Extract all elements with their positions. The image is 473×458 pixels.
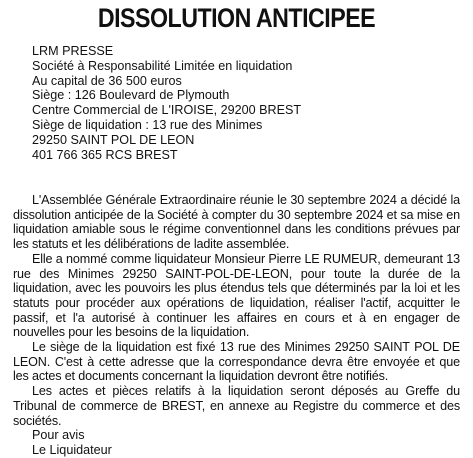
liquidation-office-city: 29250 SAINT POL DE LEON xyxy=(32,132,195,147)
paragraph-liquidation-office: Le siège de la liquidation est fixé 13 rue des Minimes 29250 SAINT POL DE LEON. C'est à cette adresse que la correspondance devra être envoyée et que les actes et documents concernant la liquidation devront être notifiés. xyxy=(13,340,460,384)
signer-text: Le Liquidateur xyxy=(32,442,112,457)
paragraph-filing: Les actes et pièces relatifs à la liquidation seront déposés au Greffe du Tribunal de commerce de BREST, en annexe au Registre du commerce et des sociétés. xyxy=(13,384,460,428)
company-name: LRM PRESSE xyxy=(32,44,114,58)
company-header xyxy=(32,44,301,162)
company-capital: Au capital de 36 500 euros xyxy=(32,73,182,88)
notice-title: DISSOLUTION ANTICIPEE xyxy=(97,3,376,33)
closing-text: Pour avis xyxy=(32,428,85,443)
company-registration: 401 766 365 RCS BREST xyxy=(32,147,178,162)
notice-body xyxy=(13,193,460,458)
company-office-address: Centre Commercial de L'IROISE, 29200 BREST xyxy=(32,103,302,118)
company-registered-office: Siège : 126 Boulevard de Plymouth xyxy=(32,88,230,103)
paragraph-liquidator: Elle a nommé comme liquidateur Monsieur Pierre LE RUMEUR, demeurant 13 rue des Minimes 29250 SAINT-POL-DE-LEON, pour toute la durée de la liquidation, avec les pouvoirs les plus étendus tels que déterminés par la loi et les statuts pour procéder aux opérations de liquidation, réaliser l'actif, acquitter le passif, et l'a autorisé à continuer les affaires en cours et à en engager de nouvelles pour les besoins de la liquidation. xyxy=(13,251,460,340)
paragraph-dissolution: L'Assemblée Générale Extraordinaire réunie le 30 septembre 2024 a décidé la dissolution anticipée de la Société à compter du 30 septembre 2024 et sa mise en liquidation amiable sous le régime conventionnel dans les conditions prévues par les statuts et les délibérations de ladite assemblée. xyxy=(13,193,460,252)
company-legal-form: Société à Responsabilité Limitée en liquidation xyxy=(32,58,293,73)
liquidation-office: Siège de liquidation : 13 rue des Minimes xyxy=(32,117,263,132)
